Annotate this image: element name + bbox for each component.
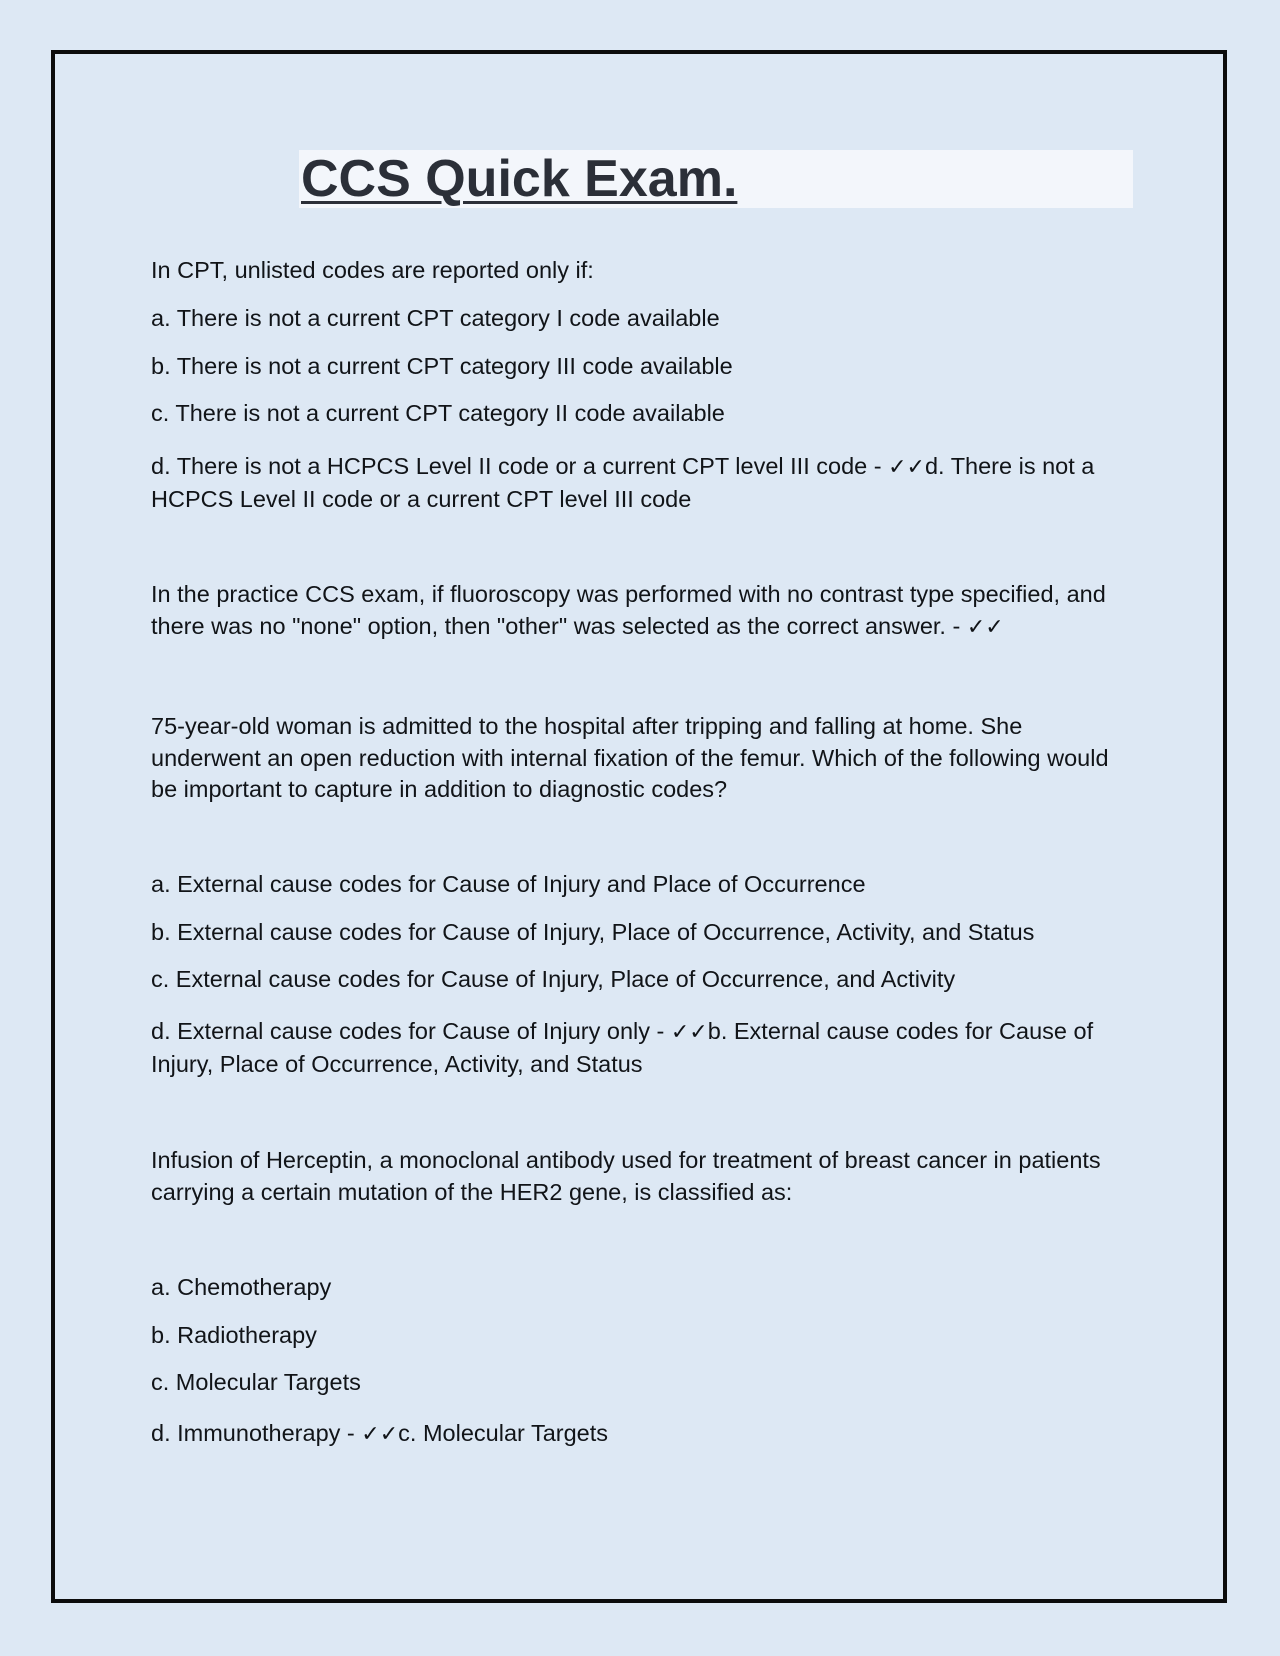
question-1-option-d-with-answer — [151, 451, 1131, 515]
question-3-option-b: b. External cause codes for Cause of Injury, Place of Occurrence, Activity, and Status — [151, 919, 1035, 945]
question-1-option-d: d. There is not a HCPCS Level II code or a current CPT level III code - — [151, 453, 889, 479]
question-2-text: In the practice CCS exam, if fluoroscopy was performed with no contrast type specified, and there was no "none" option, then "other" was selected as the correct answer. - — [151, 581, 1106, 639]
question-1-text: In CPT, unlisted codes are reported only if: — [151, 257, 594, 283]
question-4-option-c: c. Molecular Targets — [151, 1369, 361, 1395]
question-4-option-a: a. Chemotherapy — [151, 1274, 332, 1300]
checkmark-icon: ✓✓ — [670, 1020, 708, 1045]
question-1-option-b: b. There is not a current CPT category III code available — [151, 353, 733, 379]
page-title: CCS Quick Exam. — [301, 150, 738, 208]
question-4-option-b: b. Radiotherapy — [151, 1322, 317, 1348]
checkmark-icon: ✓✓ — [888, 455, 925, 480]
question-1-option-a: a. There is not a current CPT category I code available — [151, 305, 720, 331]
question-1-option-c: c. There is not a current CPT category II code available — [151, 400, 725, 426]
question-3-text: 75-year-old woman is admitted to the hospital after tripping and falling at home. She underwent an open reduction with internal fixation of the femur. Which of the following would be important to capture in addition to diagnostic codes? — [151, 713, 1109, 802]
question-3-option-d: d. External cause codes for Cause of Injury only - — [151, 1018, 671, 1044]
question-3-option-c: c. External cause codes for Cause of Injury, Place of Occurrence, and Activity — [151, 966, 956, 992]
question-4-option-d: d. Immunotherapy - — [151, 1420, 362, 1446]
question-4-answer: c. Molecular Targets — [398, 1420, 609, 1446]
question-3-option-a: a. External cause codes for Cause of Injury and Place of Occurrence — [151, 871, 866, 897]
question-3-option-d-with-answer — [151, 1016, 1131, 1080]
question-4-option-d-with-answer — [151, 1418, 1131, 1451]
question-4-text: Infusion of Herceptin, a monoclonal antibody used for treatment of breast cancer in patients carrying a certain mutation of the HER2 gene, is classified as: — [151, 1147, 1101, 1205]
question-2-statement — [151, 579, 1131, 643]
checkmark-icon: ✓✓ — [966, 614, 1004, 640]
question-3-answer: b. External cause codes for Cause of Injury, Place of Occurrence, Activity, and Status — [151, 1018, 1094, 1077]
checkmark-icon: ✓✓ — [361, 1422, 399, 1447]
question-1-answer: d. There is not a HCPCS Level II code or a current CPT level III code — [151, 453, 1095, 512]
